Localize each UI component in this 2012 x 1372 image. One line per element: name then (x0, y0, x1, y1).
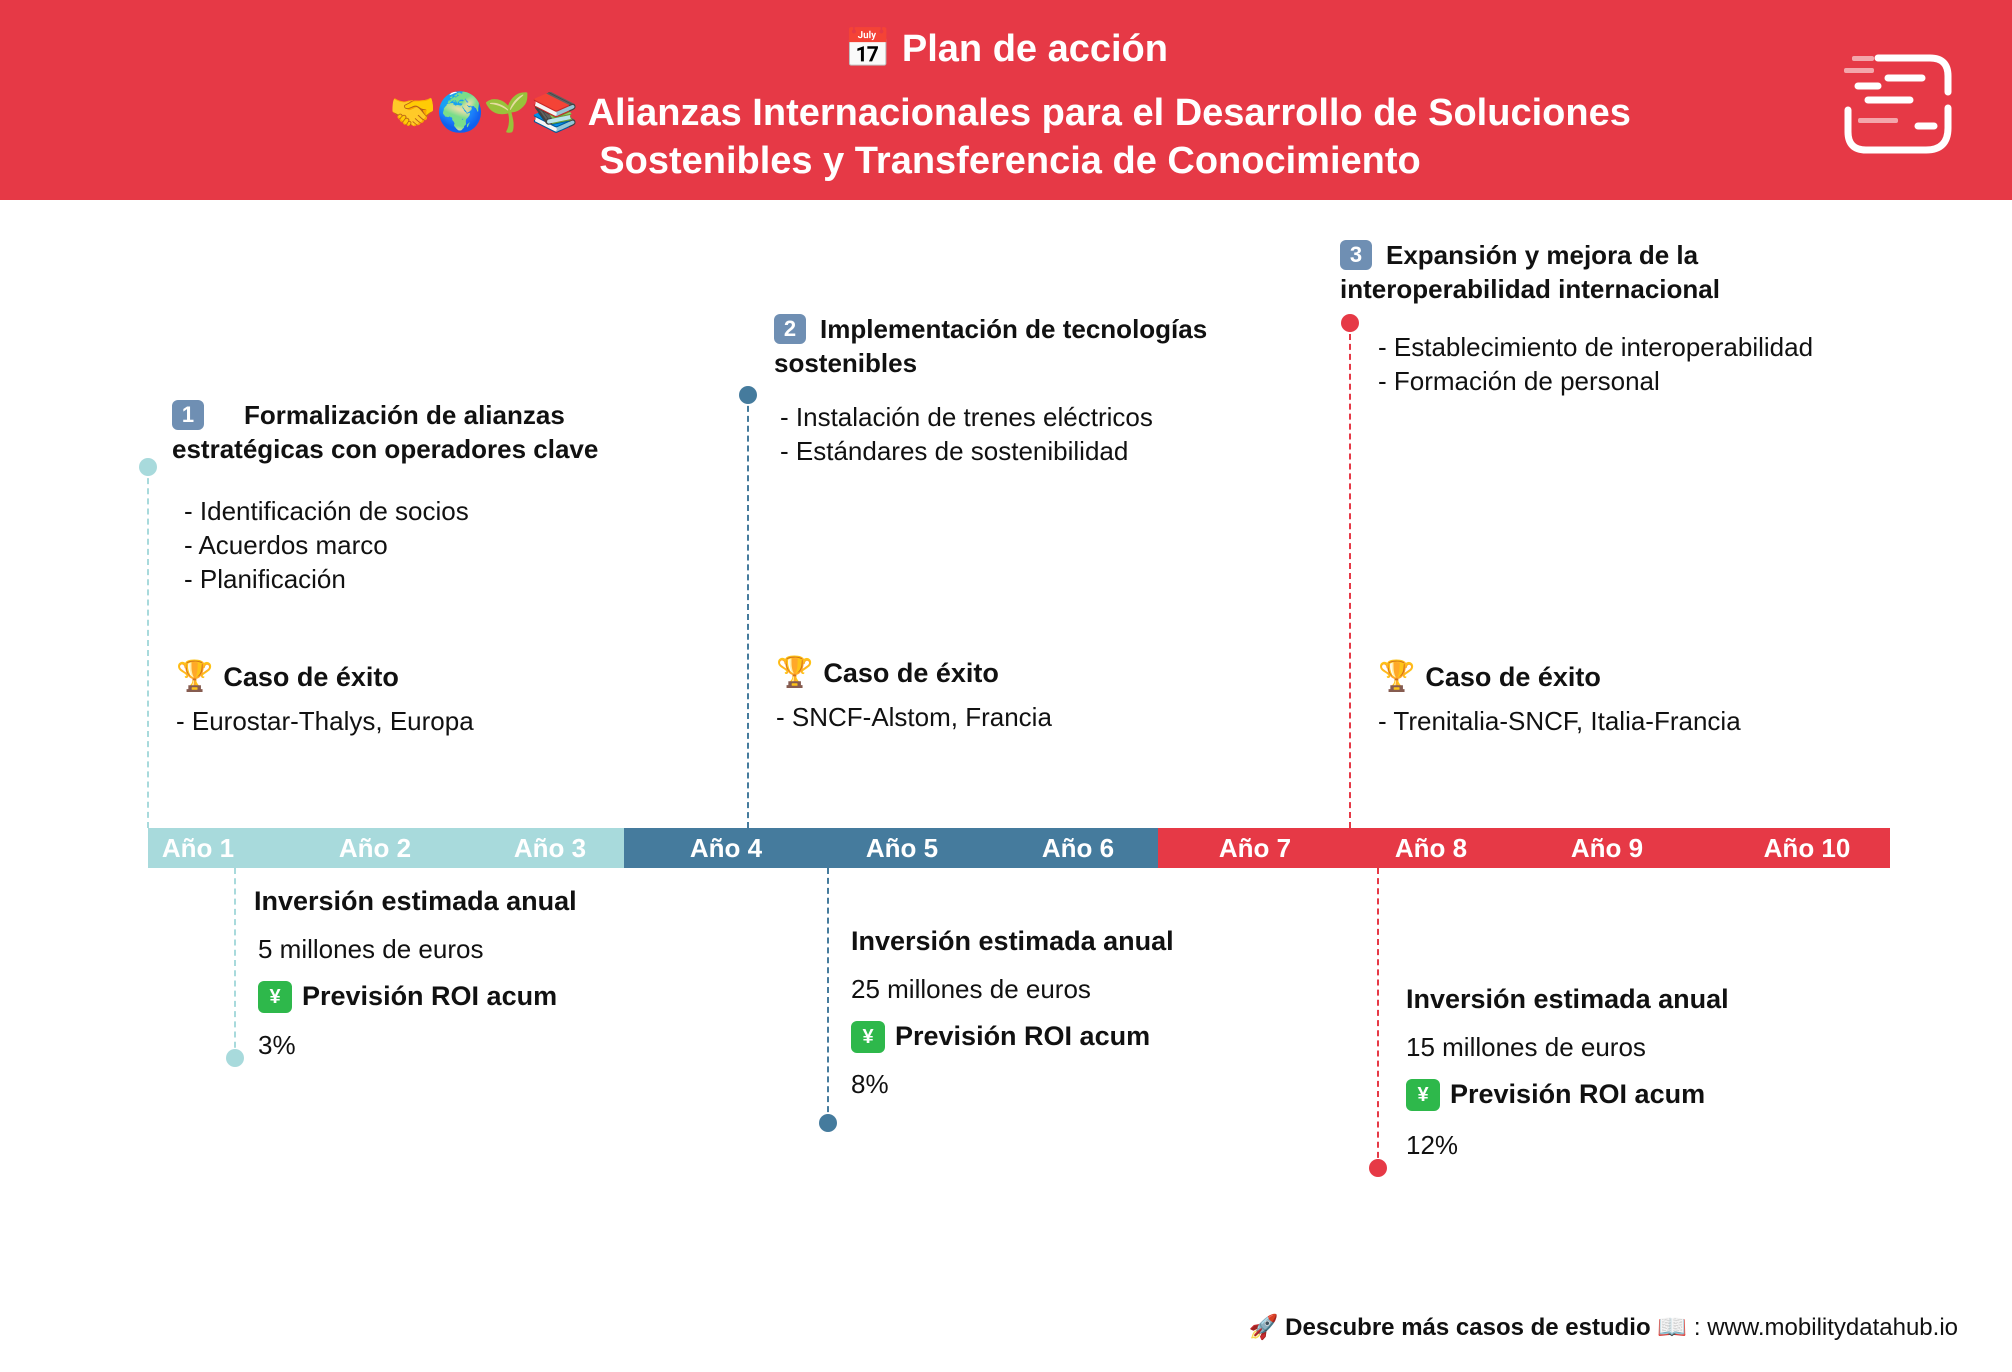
phase-2-case-title (776, 656, 999, 690)
phase-2-investment-value: 25 millones de euros (851, 974, 1091, 1004)
number-3-icon: 3 (1340, 240, 1372, 270)
phase-3-title (1340, 238, 1860, 306)
trophy-icon: 🏆 (1378, 660, 1416, 693)
phase-1-case-title (176, 660, 399, 694)
phase-2-item: - Estándares de sostenibilidad (780, 436, 1129, 466)
page-title (0, 24, 2012, 73)
chart-yen-icon: ¥ (851, 1021, 885, 1053)
phase-3-case-value: - Trenitalia-SNCF, Italia-Francia (1378, 706, 1741, 736)
phase-3-roi-label: Previsión ROI acum (1450, 1079, 1706, 1109)
page-subtitle (360, 88, 1660, 185)
timeline-year-label: Año 4 (689, 833, 763, 863)
phase-2-investment-label: Inversión estimada anual (851, 926, 1174, 956)
partnership-icons: 🤝🌍🌱📚 (389, 90, 579, 134)
phase-2-item: - Instalación de trenes eléctricos (780, 402, 1153, 432)
phase-1-title (172, 398, 692, 466)
calendar-icon: 📅 (844, 26, 892, 70)
timeline-year-label: Año 10 (1763, 833, 1851, 863)
phase-3-marker-top (1341, 314, 1359, 332)
timeline-year-label: Año 5 (865, 833, 939, 863)
page-title-text: Plan de acción (901, 28, 1168, 70)
phase-2-case-value: - SNCF-Alstom, Francia (776, 702, 1052, 732)
timeline-year-label: Año 2 (338, 833, 412, 863)
phase-2-connector-top (747, 396, 749, 828)
phase-1-case-value: - Eurostar-Thalys, Europa (176, 706, 474, 736)
phase-3-investment-value: 15 millones de euros (1406, 1032, 1646, 1062)
footer-label: Descubre más casos de estudio (1285, 1314, 1651, 1341)
book-icon: 📖 (1657, 1313, 1688, 1341)
phase-1-title-line-2: estratégicas con operadores clave (172, 434, 599, 464)
subtitle-line-1: Alianzas Internacionales para el Desarrollo de Soluciones (587, 92, 1631, 134)
timeline-year-label: Año 8 (1394, 833, 1468, 863)
timeline-year-label: Año 6 (1041, 833, 1115, 863)
subtitle-line-2: Sostenibles y Transferencia de Conocimiento (599, 140, 1421, 182)
trophy-icon: 🏆 (176, 660, 214, 693)
phase-2-marker-top (739, 386, 757, 404)
number-2-icon: 2 (774, 314, 806, 344)
phase-1-roi-label: Previsión ROI acum (302, 981, 558, 1011)
phase-3-title-line-1: Expansión y mejora de la (1386, 240, 1699, 270)
phase-3-item: - Formación de personal (1378, 366, 1660, 396)
timeline-year-label: Año 3 (513, 833, 587, 863)
trophy-icon: 🏆 (776, 656, 814, 689)
mobility-data-hub-logo-icon (1838, 48, 1958, 160)
timeline-year-label: Año 1 (161, 833, 235, 863)
phase-3-roi-title (1406, 1076, 1705, 1112)
phase-1-roi-title (258, 978, 557, 1014)
phase-2-roi-value: 8% (851, 1069, 889, 1099)
phase-1-title-line-1: Formalización de alianzas (244, 400, 565, 430)
phase-1-item: - Acuerdos marco (184, 530, 388, 560)
phase-2-connector-bottom (827, 868, 829, 1122)
phase-3-investment-label: Inversión estimada anual (1406, 984, 1729, 1014)
phase-1-investment-value: 5 millones de euros (258, 934, 484, 964)
footer-separator: : (1687, 1314, 1708, 1341)
phase-3-case-title (1378, 660, 1601, 694)
phase-1-marker-bottom (226, 1049, 244, 1067)
footer-url-link[interactable]: www.mobilitydatahub.io (1707, 1314, 1958, 1341)
phase-2-roi-title (851, 1018, 1150, 1054)
phase-1-marker-top (139, 458, 157, 476)
phase-1-connector-top (147, 468, 149, 828)
timeline-year-label: Año 7 (1218, 833, 1292, 863)
chart-yen-icon: ¥ (1406, 1079, 1440, 1111)
phase-3-connector-top (1349, 324, 1351, 828)
phase-1-case-label: Caso de éxito (223, 662, 399, 692)
phase-1-item: - Planificación (184, 564, 346, 594)
footer (1249, 1312, 1958, 1343)
phase-2-title-line-2: sostenibles (774, 348, 918, 378)
phase-3-roi-value: 12% (1406, 1130, 1459, 1160)
chart-yen-icon: ¥ (258, 981, 292, 1013)
phase-1-investment-label: Inversión estimada anual (254, 886, 577, 916)
header-banner (0, 0, 2012, 200)
rocket-icon: 🚀 (1248, 1313, 1279, 1341)
phase-3-marker-bottom (1369, 1159, 1387, 1177)
phase-2-marker-bottom (819, 1114, 837, 1132)
timeline-year-label: Año 9 (1570, 833, 1644, 863)
phase-2-roi-label: Previsión ROI acum (895, 1021, 1151, 1051)
phase-2-case-label: Caso de éxito (823, 658, 999, 688)
phase-1-item: - Identificación de socios (184, 496, 469, 526)
phase-1-roi-value: 3% (258, 1030, 296, 1060)
phase-3-item: - Establecimiento de interoperabilidad (1378, 332, 1814, 362)
phase-2-title-line-1: Implementación de tecnologías (820, 314, 1208, 344)
number-1-icon: 1 (172, 400, 204, 430)
phase-3-title-line-2: interoperabilidad internacional (1340, 274, 1720, 304)
phase-3-case-label: Caso de éxito (1425, 662, 1601, 692)
phase-2-title (774, 312, 1274, 380)
phase-3-connector-bottom (1377, 868, 1379, 1168)
phase-1-connector-bottom (234, 868, 236, 1058)
